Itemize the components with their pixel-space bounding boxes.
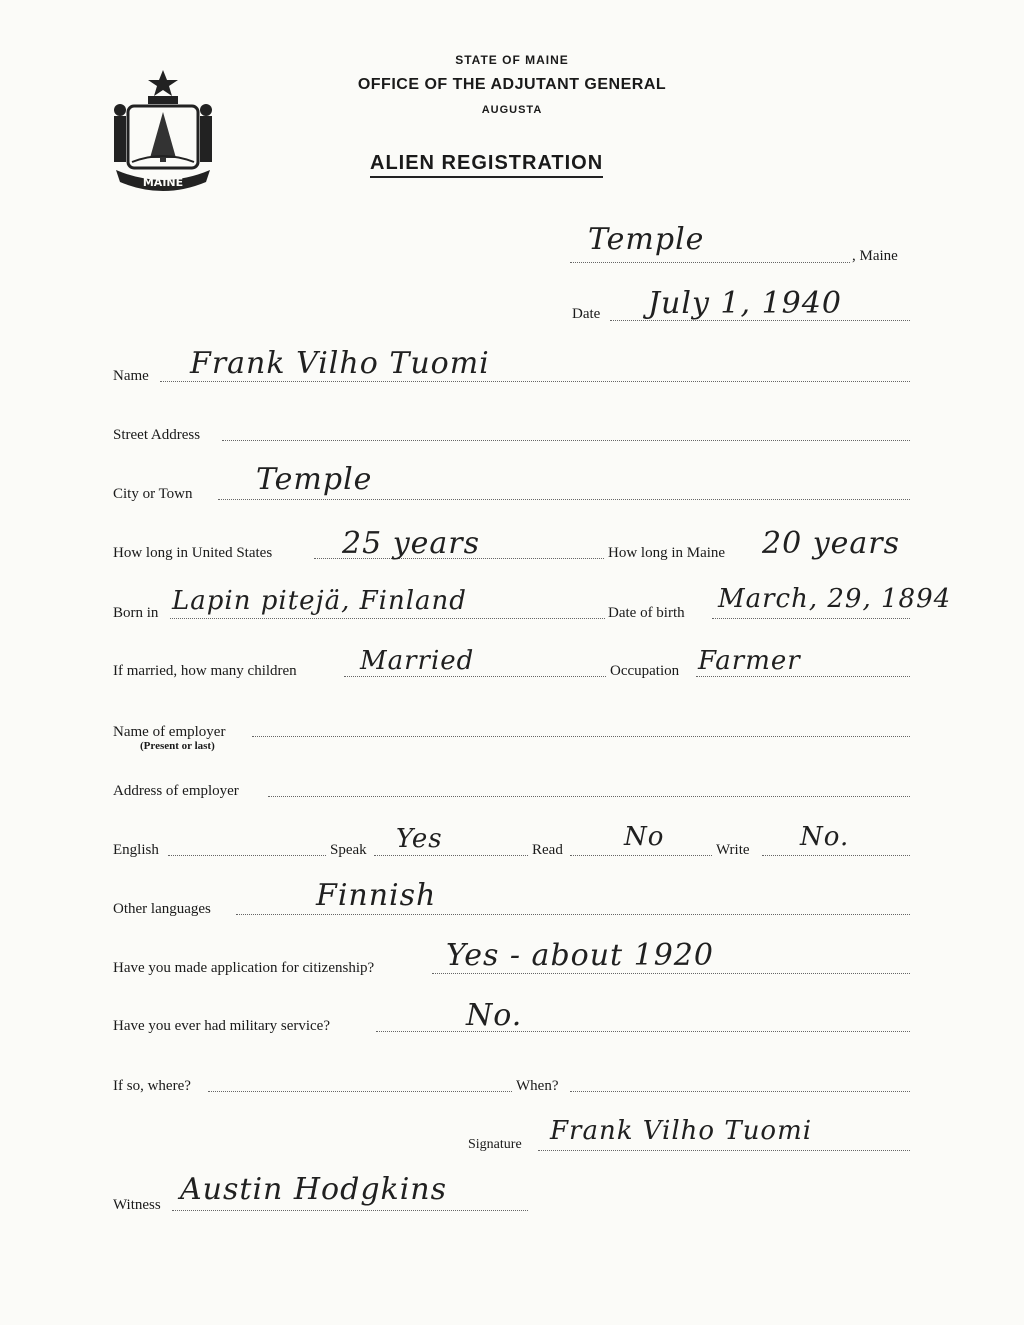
occupation-value: Farmer: [698, 646, 801, 676]
city-label: City or Town: [113, 486, 193, 502]
employer-address-label: Address of employer: [113, 783, 239, 799]
header-office: OFFICE OF THE ADJUTANT GENERAL: [357, 76, 667, 93]
when-label: When?: [516, 1078, 559, 1094]
write-value: No.: [800, 822, 850, 852]
witness-value: Austin Hodgkins: [180, 1172, 448, 1207]
us-value: 25 years: [342, 526, 481, 561]
read-value: No: [624, 822, 665, 852]
where-label: If so, where?: [113, 1078, 191, 1094]
header-city: AUGUSTA: [481, 104, 543, 116]
born-value: Lapin pitejä, Finland: [172, 586, 467, 616]
maine-years-label: How long in Maine: [608, 545, 726, 561]
svg-text:MAINE: MAINE: [142, 176, 184, 189]
city-value: Temple: [256, 462, 373, 497]
signature-label: Signature: [468, 1137, 522, 1152]
married-label: If married, how many children: [113, 663, 297, 679]
maine-state-seal-icon: [108, 66, 218, 196]
military-value: No.: [466, 998, 523, 1033]
write-label: Write: [716, 842, 750, 858]
date-value: July 1, 1940: [648, 286, 842, 321]
citizenship-label: Have you made application for citizenship?: [113, 960, 375, 976]
signature-value: Frank Vilho Tuomi: [550, 1116, 813, 1146]
english-label: English: [113, 842, 159, 858]
occupation-label: Occupation: [610, 663, 680, 679]
name-label: Name: [113, 368, 149, 384]
read-label: Read: [532, 842, 563, 858]
married-value: Married: [360, 646, 475, 676]
town-value: Temple: [588, 222, 705, 257]
speak-label: Speak: [330, 842, 367, 858]
speak-value: Yes: [396, 824, 443, 854]
street-label: Street Address: [113, 427, 201, 443]
maine-years-value: 20 years: [762, 526, 901, 561]
dob-label: Date of birth: [608, 605, 685, 621]
name-value: Frank Vilho Tuomi: [190, 346, 490, 381]
maine-label: , Maine: [852, 248, 898, 264]
us-label: How long in United States: [113, 545, 273, 561]
employer-note: (Present or last): [140, 740, 215, 752]
form-title: ALIEN REGISTRATION: [370, 152, 603, 178]
military-label: Have you ever had military service?: [113, 1018, 330, 1034]
other-lang-label: Other languages: [113, 901, 211, 917]
employer-label: Name of employer: [113, 724, 226, 740]
header-state: STATE OF MAINE: [455, 53, 569, 67]
witness-label: Witness: [113, 1197, 161, 1213]
date-label: Date: [572, 306, 601, 322]
dob-value: March, 29, 1894: [718, 584, 952, 614]
born-label: Born in: [113, 605, 159, 621]
citizenship-value: Yes - about 1920: [446, 938, 714, 973]
other-lang-value: Finnish: [316, 878, 437, 913]
